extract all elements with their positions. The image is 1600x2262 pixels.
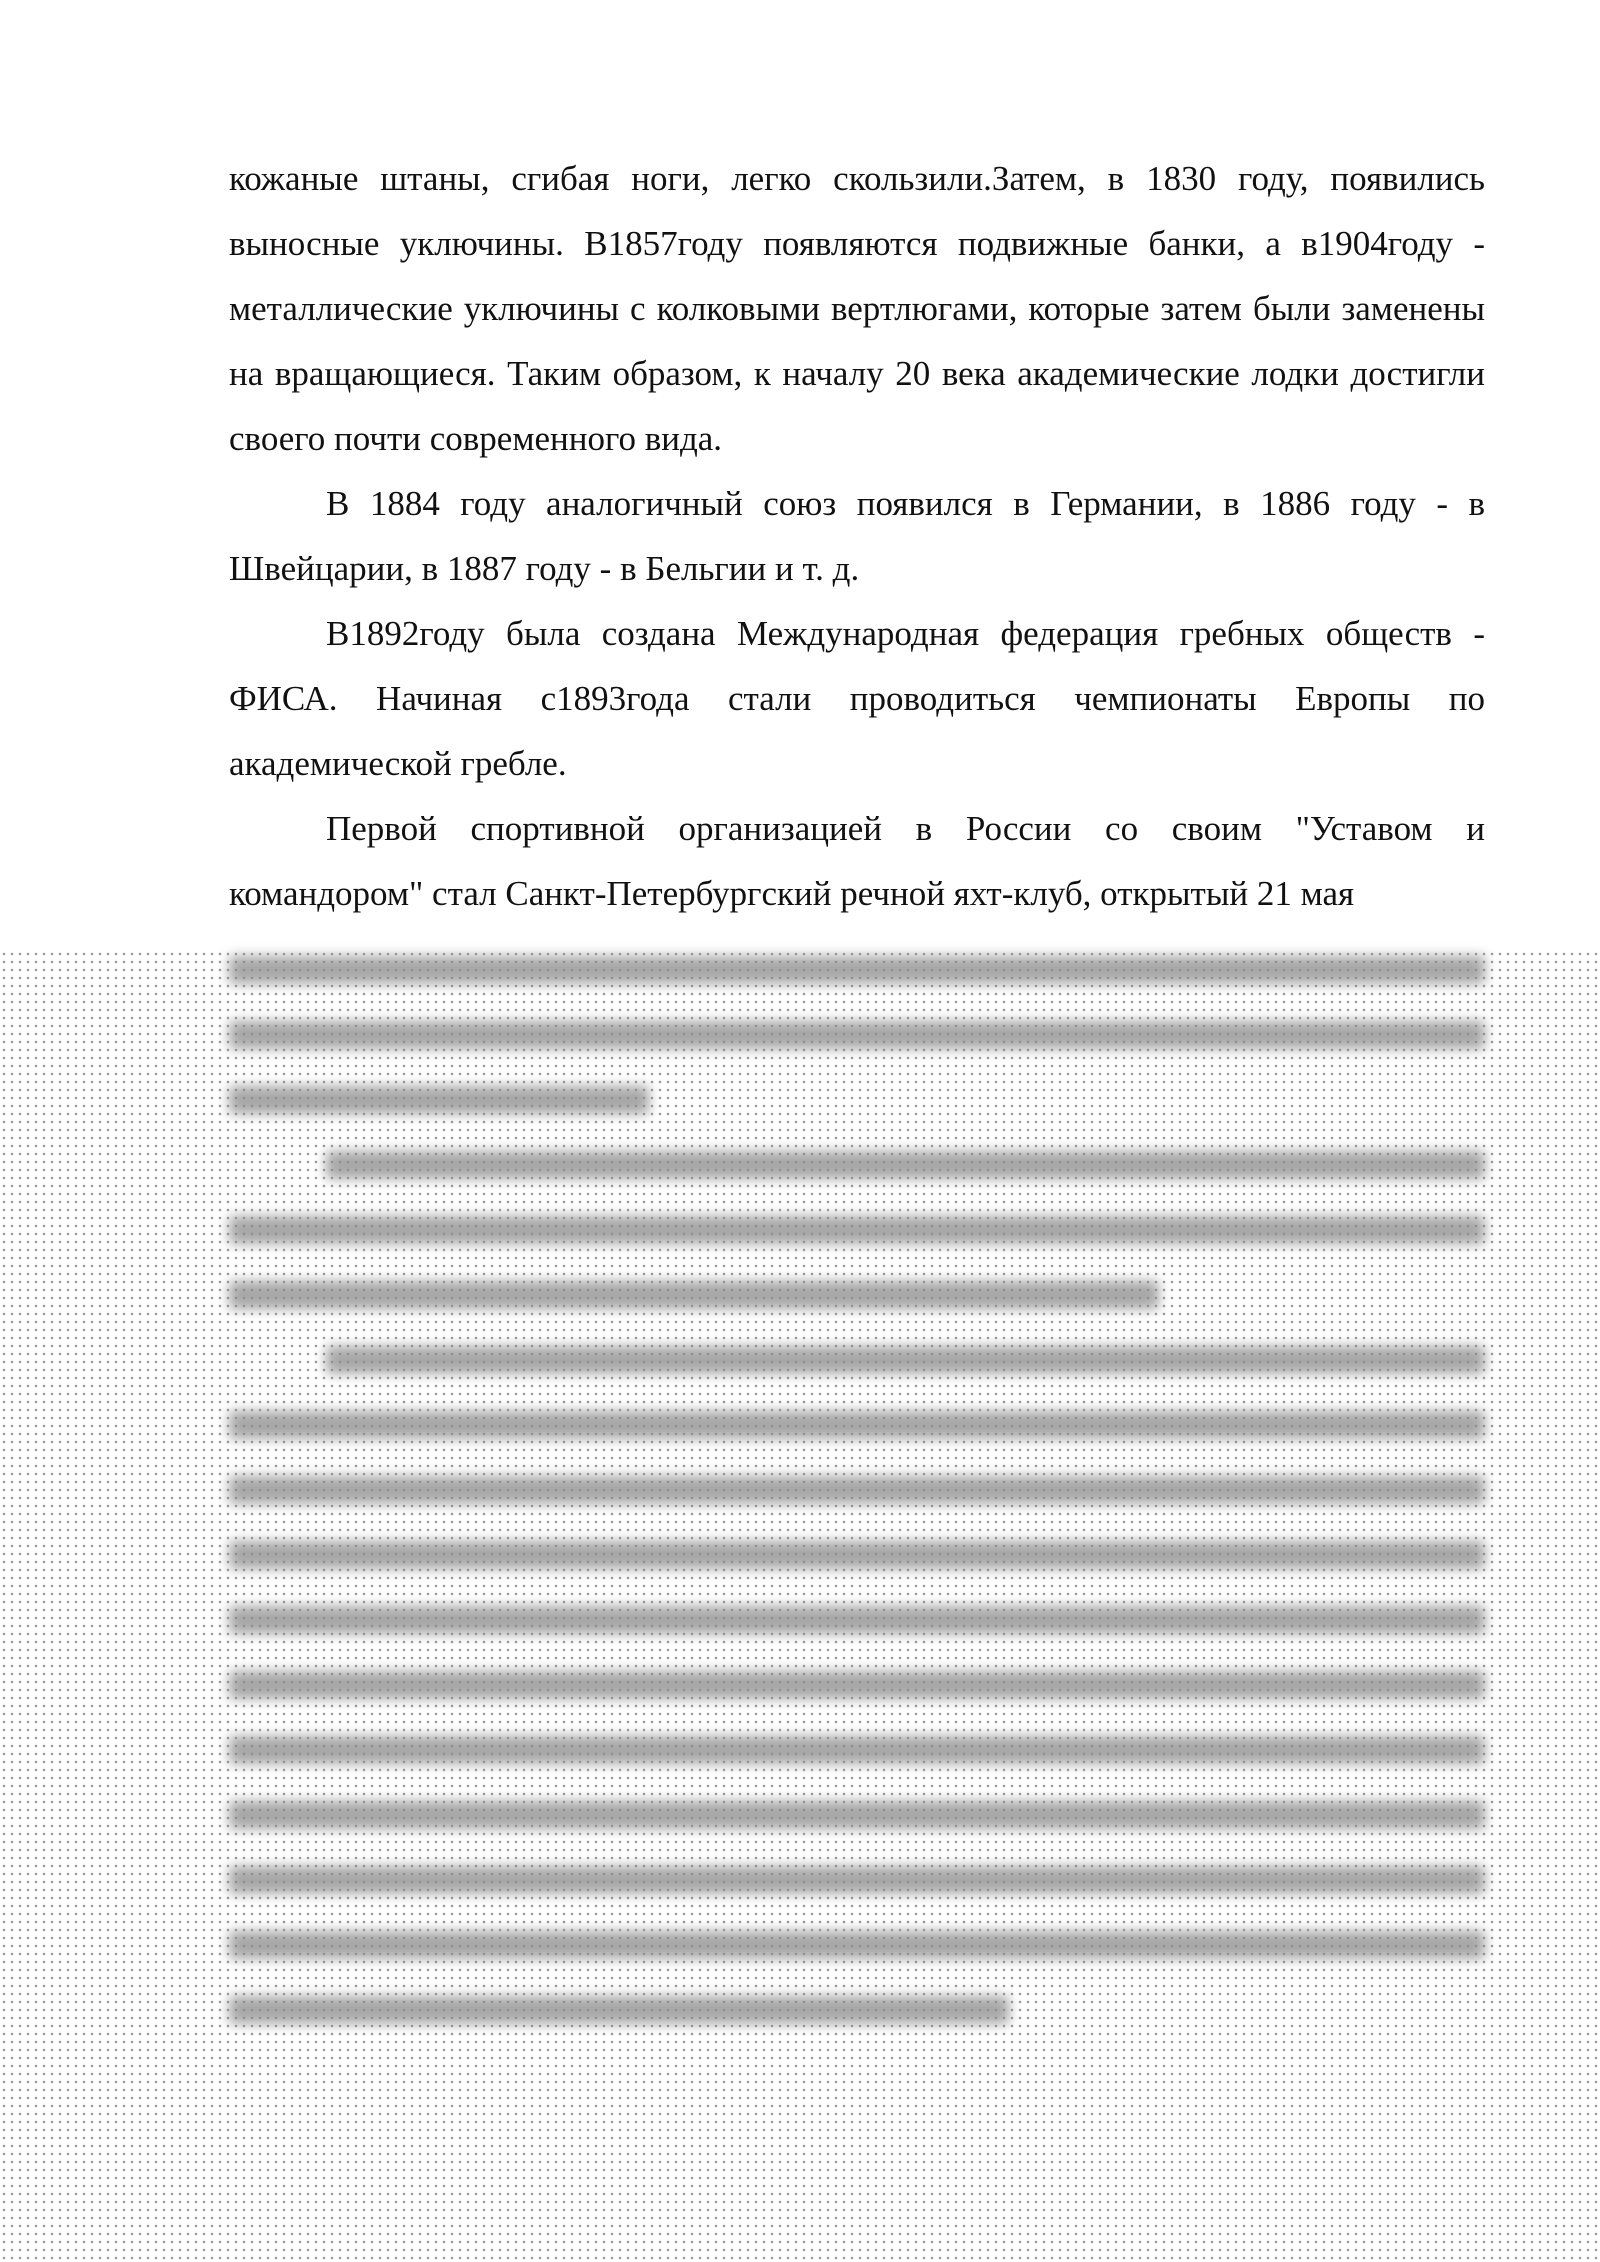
blurred-text-line [229, 1671, 1485, 1699]
paywall-dot-overlay [0, 950, 1600, 2262]
blurred-text-line [229, 1736, 1485, 1764]
blurred-text-line [229, 1996, 1009, 2024]
blurred-text-line [229, 1281, 1159, 1309]
blurred-text-line [229, 1606, 1485, 1634]
blurred-text-line [229, 1931, 1485, 1959]
blurred-text-line [326, 1346, 1485, 1374]
blurred-text-line [229, 1216, 1485, 1244]
paragraph-1: кожаные штаны, сгибая ноги, легко скользили.Затем, в 1830 году, появились выносные уключины. В1857году появляются подвижные банки, а в1904году - металлические уключины с колковыми вертлюгами, которые затем были заменены на вращающиеся. Таким образом, к началу 20 века академические лодки достигли своего почти современного вида. [229, 159, 1485, 458]
blurred-text-line [229, 1411, 1485, 1439]
paragraph-4: Первой спортивной организацией в России со своим "Уставом и командором" стал Санкт-Петербургский речной яхт-клуб, открытый 21 мая [229, 809, 1485, 913]
blurred-text-line [229, 956, 1485, 984]
blurred-text-line [229, 1021, 1485, 1049]
paragraph-3: В1892году была создана Международная федерация гребных обществ - ФИСА. Начиная с1893года стали проводиться чемпионаты Европы по академической гребле. [229, 614, 1485, 783]
blurred-text-line [229, 1476, 1485, 1504]
paragraph-2: В 1884 году аналогичный союз появился в Германии, в 1886 году - в Швейцарии, в 1887 году - в Бельгии и т. д. [229, 484, 1485, 588]
document-body [229, 146, 1485, 926]
blurred-text-line [229, 1866, 1485, 1894]
blurred-text-line [229, 1801, 1485, 1829]
blurred-text-line [326, 1151, 1485, 1179]
blurred-text-line [229, 1086, 649, 1114]
blurred-text-line [229, 1541, 1485, 1569]
